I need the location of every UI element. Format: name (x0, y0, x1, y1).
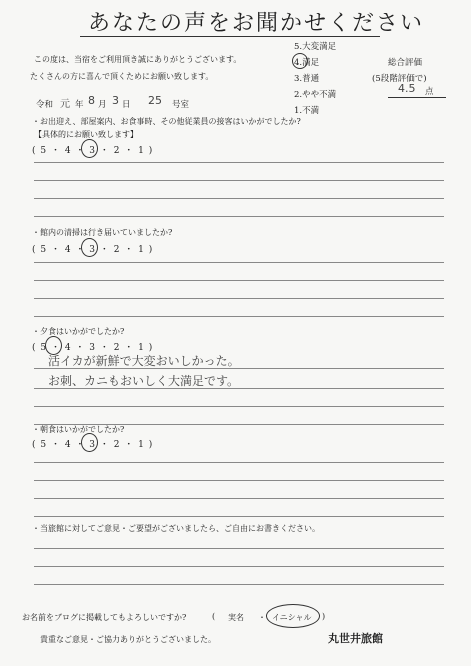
overall-underline (388, 97, 446, 98)
visit-room: 25 (148, 94, 162, 107)
legend-2: 2.やや不満 (294, 90, 337, 100)
legend-1: 1.不満 (294, 106, 320, 116)
q3-scale: ( 5 ・ 4 ・ 3 ・ 2 ・ 1 ) (32, 343, 154, 353)
visit-day: 3 (112, 94, 119, 107)
legend-5: 5.大変満足 (294, 42, 337, 52)
q1-selected-circle (81, 139, 98, 158)
q4-selected-circle (81, 433, 98, 452)
q2-line-4 (34, 316, 444, 317)
q3-text: ・夕食はいかがでしたか? (32, 327, 125, 336)
visit-year: 元 (60, 99, 70, 110)
q3-line-3 (34, 406, 444, 407)
visit-year-unit: 年 (75, 100, 84, 110)
q3-line-1 (34, 368, 444, 369)
visit-era: 令和 (36, 100, 54, 110)
q1-line-3 (34, 198, 444, 199)
q4-text: ・朝食はいかがでしたか? (32, 425, 125, 434)
blog-question: お名前をブログに掲載してもよろしいですか? (22, 613, 187, 622)
intro-line-1: この度は、当宿をご利用頂き誠にありがとうございます。 (34, 55, 242, 64)
q2-line-3 (34, 298, 444, 299)
overall-sublabel: (5段階評価で) (372, 74, 427, 84)
intro-line-2: たくさんの方に喜んで頂くためにお願い致します。 (30, 72, 214, 81)
inn-name: 丸世井旅館 (328, 632, 383, 645)
q5-line-3 (34, 584, 444, 585)
q1-line-4 (34, 216, 444, 217)
blog-selected-oval (266, 604, 320, 628)
q4-line-3 (34, 498, 444, 499)
blog-option-real-name: 実名 (228, 613, 244, 622)
q5-line-1 (34, 548, 444, 549)
q1-line-2 (34, 180, 444, 181)
q3-comment-2: お刺、カニもおいしく大満足です。 (48, 374, 240, 388)
q3-comment-1: 活イカが新鮮で大変おいしかった。 (48, 354, 240, 368)
q4-line-1 (34, 462, 444, 463)
overall-label: 総合評価 (388, 58, 423, 68)
legend-4-circle (292, 53, 308, 69)
q2-line-1 (34, 262, 444, 263)
q4-line-2 (34, 480, 444, 481)
q1-line-1 (34, 162, 444, 163)
q1-scale: ( 5 ・ 4 ・ 3 ・ 2 ・ 1 ) (32, 146, 154, 156)
visit-month: 8 (88, 94, 95, 107)
q4-scale: ( 5 ・ 4 ・ 3 ・ 2 ・ 1 ) (32, 440, 154, 450)
blog-close-paren: ) (322, 612, 326, 621)
overall-score: 4.5 (398, 82, 416, 95)
title-underline (80, 36, 380, 37)
visit-room-unit: 号室 (172, 100, 190, 110)
overall-unit: 点 (425, 87, 434, 97)
q2-scale: ( 5 ・ 4 ・ 3 ・ 2 ・ 1 ) (32, 245, 154, 255)
blog-option-separator: ・ (258, 613, 266, 622)
legend-3: 3.普通 (294, 74, 320, 84)
q5-text: ・当旅館に対してご意見・ご要望がございましたら、ご自由にお書きください。 (32, 524, 320, 533)
visit-day-unit: 日 (122, 100, 131, 110)
q3-line-2 (34, 388, 444, 389)
q5-line-2 (34, 566, 444, 567)
visit-month-unit: 月 (98, 100, 107, 110)
footer-thanks: 貴重なご意見・ご協力ありがとうございました。 (40, 635, 216, 644)
blog-open-paren: ( (212, 612, 216, 621)
q2-selected-circle (81, 238, 98, 257)
q1-text: ・お出迎え、部屋案内、お食事時、その他従業員の接客はいかがでしたか? (32, 117, 301, 126)
legend-4: 4.満足 (294, 58, 320, 68)
q4-line-4 (34, 516, 444, 517)
q2-text: ・館内の清掃は行き届いていましたか? (32, 228, 173, 237)
q2-line-2 (34, 280, 444, 281)
q1-sub: 【具体的にお願い致します】 (34, 130, 138, 139)
page-title: あなたの声をお聞かせください (88, 11, 425, 36)
blog-option-initials: イニシャル (272, 613, 312, 622)
